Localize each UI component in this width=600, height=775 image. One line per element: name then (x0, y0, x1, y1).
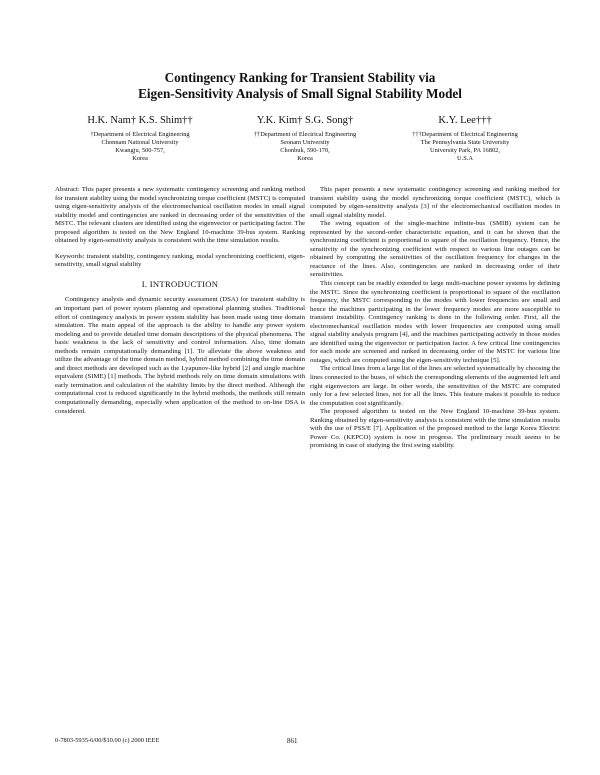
page-number: 861 (287, 737, 298, 745)
affiliation-line: Korea (132, 155, 148, 162)
title-line-1: Contingency Ranking for Transient Stability via (164, 70, 436, 85)
affiliation-line: The Pennsylvania State University (420, 139, 510, 146)
body-paragraph: The swing equation of the single-machine infinite-bus (SMIB) system can be represented by the second-order characteristic equation, and it can be shown that the synchronizing coefficient is proportional to square of the oscillation frequency. Hence, the sensitivity of the synchronizing coefficient with respect to various line outages can be obtained by computing the sensitivities of the oscillation frequency for changes in the reactance of the lines. Also, contingencies are ranked in decreasing order of their sensitivities. (310, 220, 560, 279)
affiliation-line: Chonnam National University (101, 139, 179, 146)
spacer (55, 246, 305, 253)
introduction-paragraph: Contingency analysis and dynamic security assessment (DSA) for transient stability is an important part of power system planning and operational planning studies. Traditional effort of contingency analysis in power system stability has been made using time domain simulation. The main appeal of the approach is the ability to handle any power system modeling and to provide detailed time domain descriptions of the physical phenomena. The basic weakness is the lack of sensitivity and control information. Also, time domain methods remain computationally demanding [1]. To alleviate the above weakness and utilize the advantage of the time domain method, hybrid method combining the time domain and direct methods are developed such as the Lyapunov-like hybrid [2] and single machine equivalent (SIME) [1] methods. The hybrid methods rely on time domain simulations with early termination and calculation of the stability limits by the direct method. Although the computational cost is reduced significantly in the hybrid methods, the methods still remain computationally demanding, especially when application of the method to on-line DSA is considered. (55, 296, 305, 415)
body-paragraph: The critical lines from a large list of the lines are selected systematically by choosing the lines connected to the buses, of which the corresponding elements of the augmented left and right eigenvectors are large. In other words, the sensitivities of the MSTC are computed only for a few selected lines, not for all the lines. This feature makes it possible to reduce the computation cost significantly. (310, 365, 560, 407)
author-names: Y.K. Kim† S.G. Song† (256, 115, 354, 126)
affiliation-line: U.S.A (457, 155, 473, 162)
affiliation-line: University Park, PA 16802, (430, 147, 500, 154)
left-column (55, 186, 305, 416)
affiliation-line: Seonam University (280, 139, 330, 146)
author-group-2 (225, 115, 385, 163)
affiliation-line: ††Department of Electrical Engineering (253, 131, 357, 138)
copyright-code: 0-7803-5935-6/00/$10.00 (c) 2000 IEEE (55, 737, 160, 744)
paper-title (60, 70, 540, 102)
author-group-3 (385, 115, 545, 163)
right-column (310, 186, 560, 451)
author-names: H.K. Nam† K.S. Shim†† (87, 115, 193, 126)
author-names: K.Y. Lee††† (438, 115, 492, 126)
page-footer (55, 737, 545, 747)
affiliation-line: Korea (297, 155, 313, 162)
affiliation-line: †Department of Electrical Engineering (90, 131, 190, 138)
abstract-paragraph: Abstract: This paper presents a new systematic contingency screening and ranking method for transient stability using the model synchronizing torque coefficient (MSTC) is computed using eigen-sensitivity analysis of the electromechanical oscillation modes in small signal stability model and contingencies are ranked in decreasing order of the sensitivities of the MSTC. The relevant clusters are identified using the eigenvector or participating factor. The proposed algorithm is tested on the New England 10-machine 39-bus system. Ranking obtained by eigen-sensitivity analysis is consistent with the time simulation results. (55, 186, 305, 245)
body-paragraph: This concept can be readily extended to large multi-machine power systems by defining the MSTC. Since the synchronizing coefficient is proportional to square of the oscillation frequency, the MSTC corresponding to the modes with lower frequencies are small and hence the machines participating in the lower frequency modes are more susceptible to transient instability. Contingency ranking is done in the following order. First, all the electromechanical oscillation modes with lower frequencies are computed using small signal stability analysis program [4], and the machines participating actively in those modes are identified using the eigenvector or participation factor. A few critical line contingencies for each mode are screened and ranked in decreasing order of the MSTC for various line outages, which are computed using the eigen-sensitivity technique [5]. (310, 280, 560, 364)
affiliation-line: Chonbuk, 590-170, (280, 147, 330, 154)
author-group-1 (60, 115, 220, 163)
section-heading-introduction: I. INTRODUCTION (141, 278, 219, 289)
author-block (60, 115, 540, 185)
affiliation-line: †††Department of Electrical Engineering (412, 131, 518, 138)
title-line-2: Eigen-Sensitivity Analysis of Small Signal Stability Model (138, 86, 462, 101)
body-paragraph: This paper presents a new systematic contingency screening and ranking method for transient stability using the model synchronizing torque coefficient (MSTC), which is computed by eigen-sensitivity analysis [3] of the electromechanical oscillation modes in small signal stability model. (310, 186, 560, 219)
body-paragraph: The proposed algorithm is tested on the New England 10-machine 39-bus system. Ranking obtained by eigen-sensitivity analysis is consistent with the time simulation results with the use of PSS/E [7]. Application of the proposed method to the large Korea Electric Power Co. (KEPCO) system is now in progress. The preliminary result seems to be promising in case of studying the first swing stability. (310, 408, 560, 450)
keywords-paragraph: Keywords: transient stability, contingency ranking, modal synchronizing coefficient, eigen-sensitivity, small signal stability (55, 252, 305, 269)
affiliation-line: Kwangju, 500-757, (115, 147, 165, 154)
